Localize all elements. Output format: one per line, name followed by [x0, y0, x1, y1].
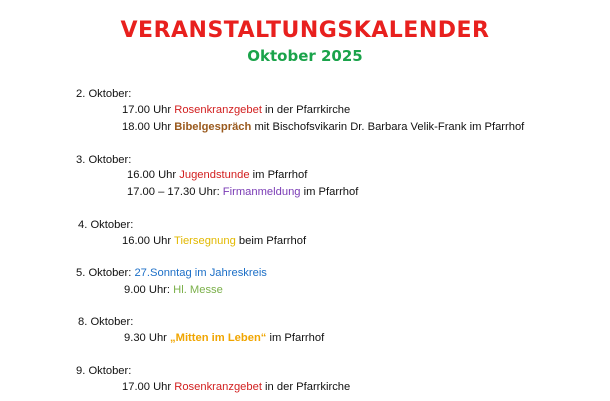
event-name: Hl. Messe: [173, 284, 223, 296]
event-name: Tiersegnung: [174, 235, 236, 247]
event-name: Rosenkranzgebet: [174, 104, 262, 116]
event-line: 18.00 Uhr Bibelgespräch mit Bischofsvikarin Dr. Barbara Velik-Frank im Pfarrhof: [122, 121, 525, 133]
event-line: 16.00 Uhr Tiersegnung beim Pfarrhof: [122, 235, 307, 247]
event-name: Bibelgespräch: [174, 121, 252, 133]
page-subtitle: Oktober 2025: [247, 47, 363, 65]
liturgical-day: 27.Sonntag im Jahreskreis: [134, 267, 267, 279]
day-date: 4. Oktober:: [78, 219, 134, 231]
day-date: 3. Oktober:: [76, 154, 132, 166]
event-name: Firmanmeldung: [222, 186, 301, 198]
event-line: 17.00 Uhr Rosenkranzgebet in der Pfarrkirche: [122, 104, 351, 116]
event-name: „Mitten im Leben“: [170, 332, 267, 344]
day-date: 2. Oktober:: [76, 88, 132, 100]
event-name: Jugendstunde: [179, 169, 250, 181]
day-date: 8. Oktober:: [78, 316, 134, 328]
event-line: 17.00 Uhr Rosenkranzgebet in der Pfarrkirche: [122, 381, 351, 393]
event-line: 9.00 Uhr: Hl. Messe: [124, 284, 223, 296]
day-date: 5. Oktober: 27.Sonntag im Jahreskreis: [76, 267, 267, 279]
page-title: VERANSTALTUNGSKALENDER: [120, 18, 490, 43]
event-line: 17.00 – 17.30 Uhr: Firmanmeldung im Pfarrhof: [127, 186, 359, 198]
day-date: 9. Oktober:: [76, 365, 132, 377]
event-line: 16.00 Uhr Jugendstunde im Pfarrhof: [127, 169, 308, 181]
event-name: Rosenkranzgebet: [174, 381, 262, 393]
event-line: 9.30 Uhr „Mitten im Leben“ im Pfarrhof: [124, 332, 325, 344]
